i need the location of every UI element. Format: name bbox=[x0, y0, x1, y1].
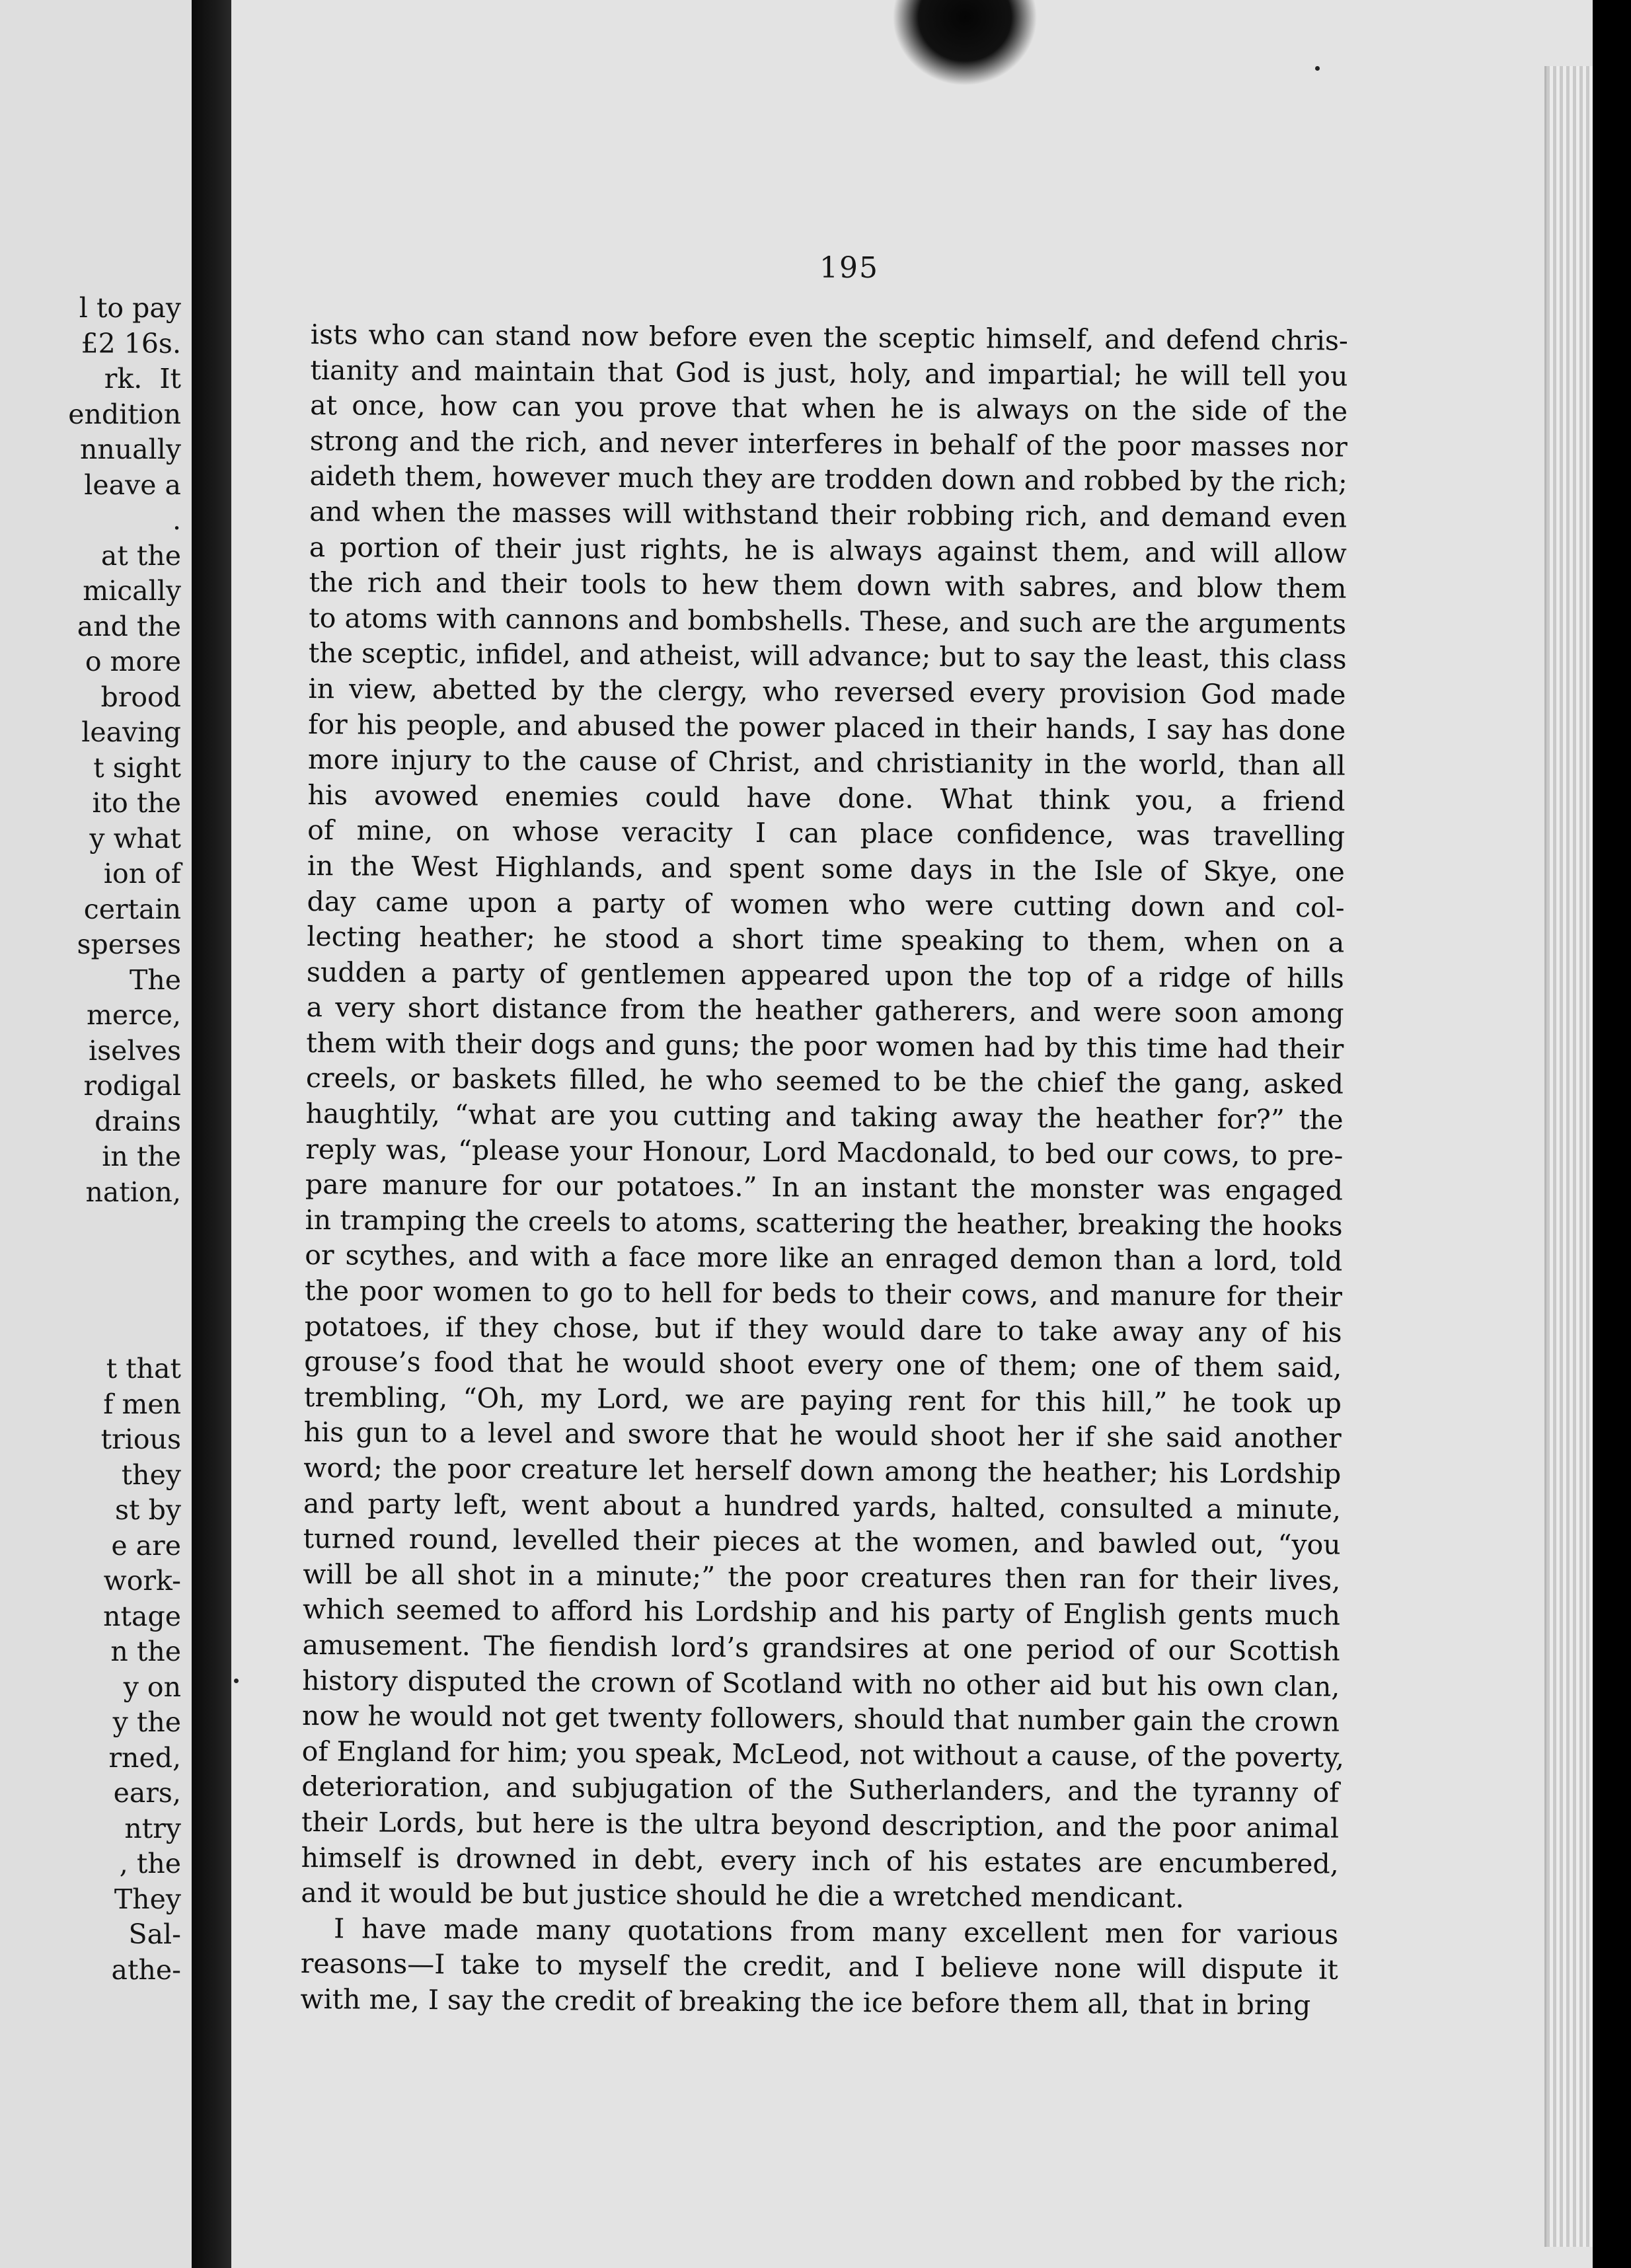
text-line: grouse’s food that he would shoot every one of them; one of them said, bbox=[304, 1345, 1342, 1384]
text-line: will be all shot in a minute;” the poor creatures then ran for their lives, bbox=[303, 1558, 1341, 1597]
speck-mark bbox=[1315, 66, 1320, 71]
left-page-line: merce, bbox=[87, 999, 181, 1031]
left-page-line: drains bbox=[95, 1105, 181, 1137]
text-line: for his people, and abused the power placed in their hands, I say has done bbox=[308, 708, 1346, 747]
left-page-line bbox=[68, 1210, 181, 1246]
text-line: his gun to a level and swore that he would shoot her if she said another bbox=[303, 1416, 1342, 1455]
left-page-line: t sight bbox=[93, 751, 181, 784]
left-page-line: work- bbox=[103, 1565, 181, 1597]
left-page-line: nation, bbox=[85, 1176, 181, 1208]
body-text bbox=[300, 317, 1348, 2023]
left-page-line: f men bbox=[103, 1388, 181, 1420]
left-page-line: mically bbox=[83, 575, 181, 607]
left-page-line: ito the bbox=[92, 787, 181, 819]
left-page-line: st by bbox=[115, 1494, 181, 1526]
text-line: reasons—I take to myself the credit, and I believe none will dispute it bbox=[300, 1947, 1338, 1986]
text-line: himself is drowned in debt, every inch of his estates are encumbered, bbox=[301, 1841, 1339, 1880]
left-page-line: l to pay bbox=[79, 292, 181, 324]
left-page-line: certain bbox=[83, 893, 181, 925]
text-line: the sceptic, infidel, and atheist, will advance; but to say the least, this class bbox=[308, 637, 1347, 675]
text-line: and when the masses will withstand their robbing rich, and demand even bbox=[309, 495, 1347, 534]
text-line: of mine, on whose veracity I can place confidence, was travelling bbox=[307, 814, 1346, 852]
left-page-line: ears, bbox=[113, 1777, 181, 1809]
left-page-line: endition bbox=[68, 398, 181, 430]
speck-mark bbox=[234, 1679, 239, 1683]
left-page-line: leave a bbox=[84, 469, 181, 501]
left-page-line: y the bbox=[112, 1706, 181, 1738]
left-page-line: The bbox=[129, 964, 181, 996]
left-page-text bbox=[68, 291, 181, 1988]
page-edge-stack bbox=[1544, 66, 1593, 2247]
text-line: trembling, “Oh, my Lord, we are paying rent for this hill,” he took up bbox=[303, 1380, 1342, 1419]
left-page-line: nnually bbox=[79, 434, 181, 465]
text-line: a very short distance from the heather gatherers, and were soon among bbox=[306, 991, 1344, 1030]
left-page-line: t that bbox=[106, 1353, 181, 1384]
left-page-line: at the bbox=[100, 539, 181, 572]
left-page-line: y on bbox=[123, 1671, 181, 1703]
left-page-line: ion of bbox=[103, 858, 181, 889]
text-line: them with their dogs and guns; the poor women had by this time had their bbox=[306, 1026, 1344, 1065]
text-line: creels, or baskets filled, he who seemed to be the chief the gang, asked bbox=[305, 1062, 1344, 1101]
text-line: tianity and maintain that God is just, holy, and impartial; he will tell you bbox=[310, 354, 1348, 393]
text-line: lecting heather; he stood a short time speaking to them, when on a bbox=[307, 921, 1345, 959]
left-page-line: e are bbox=[111, 1529, 181, 1562]
text-line: strong and the rich, and never interferes in behalf of the poor masses nor bbox=[309, 424, 1347, 463]
book-gutter bbox=[192, 0, 231, 2268]
text-line: their Lords, but here is the ultra beyond description, and the poor animal bbox=[301, 1805, 1340, 1844]
text-line: day came upon a party of women who were cutting down and col- bbox=[307, 885, 1345, 924]
left-page-line: o more bbox=[85, 646, 181, 677]
text-line: pare manure for our potatoes.” In an instant the monster was engaged bbox=[305, 1168, 1344, 1207]
left-page-line: rned, bbox=[108, 1741, 181, 1774]
left-page-line: , the bbox=[119, 1848, 181, 1879]
left-page-line: iselves bbox=[89, 1034, 181, 1067]
left-page-line: £2 16s. bbox=[81, 327, 181, 359]
text-line: now he would not get twenty followers, should that number gain the crown bbox=[301, 1700, 1340, 1738]
left-page-line: ntage bbox=[103, 1600, 181, 1632]
main-page bbox=[231, 0, 1593, 2268]
text-line: in the West Highlands, and spent some days in the Isle of Skye, one bbox=[307, 849, 1346, 888]
text-line: or scythes, and with a face more like an enraged demon than a lord, told bbox=[305, 1239, 1343, 1278]
text-line: sudden a party of gentlemen appeared upon the top of a ridge of hills bbox=[306, 956, 1345, 995]
text-line: his avowed enemies could have done. What think you, a friend bbox=[307, 778, 1346, 817]
text-line: in view, abetted by the clergy, who reversed every provision God made bbox=[308, 672, 1346, 711]
left-page-line: . bbox=[172, 504, 181, 536]
text-line: amusement. The fiendish lord’s grandsires at one period of our Scottish bbox=[302, 1628, 1340, 1667]
left-page-line: ntry bbox=[124, 1812, 181, 1844]
left-page-line: brood bbox=[100, 681, 181, 713]
text-line: which seemed to afford his Lordship and his party of English gents much bbox=[302, 1593, 1341, 1632]
text-line: and party left, went about a hundred yards, halted, consulted a minute, bbox=[303, 1487, 1342, 1526]
text-line: aideth them, however much they are trodden down and robbed by the rich; bbox=[309, 460, 1347, 498]
left-page-line: y what bbox=[89, 822, 181, 854]
left-page-line: sperses bbox=[77, 928, 181, 960]
left-page-line: rk. It bbox=[104, 363, 181, 395]
page-tear-mark bbox=[892, 0, 1038, 86]
left-page-line: in the bbox=[102, 1141, 181, 1172]
left-page-line: They bbox=[114, 1883, 181, 1915]
text-line: at once, how can you prove that when he is always on the side of the bbox=[310, 389, 1348, 428]
text-line: of England for him; you speak, McLeod, not without a cause, of the poverty, bbox=[301, 1735, 1345, 1774]
left-page-line: and the bbox=[77, 610, 181, 642]
text-line: history disputed the crown of Scotland with no other aid but his own clan, bbox=[302, 1664, 1340, 1703]
text-line: a portion of their just rights, he is always against them, and will allow bbox=[309, 531, 1347, 570]
text-line: reply was, “please your Honour, Lord Macdonald, to bed our cows, to pre- bbox=[305, 1133, 1344, 1172]
text-line: ists who can stand now before even the sceptic himself, and defend chris- bbox=[310, 318, 1348, 357]
left-page-line: leaving bbox=[81, 716, 181, 748]
text-line: the rich and their tools to hew them down with sabres, and blow them bbox=[309, 566, 1347, 605]
page-number: 195 bbox=[819, 251, 879, 285]
text-line: and it would be but justice should he die a wretched mendicant. bbox=[301, 1877, 1184, 1914]
text-line: I have made many quotations from many excellent men for various bbox=[333, 1912, 1339, 1951]
text-line: with me, I say the credit of breaking the ice before them all, that in bring bbox=[300, 1983, 1311, 2022]
text-line: haughtily, “what are you cutting and taking away the heather for?” the bbox=[305, 1098, 1344, 1136]
left-page-line bbox=[68, 1246, 181, 1281]
text-line: word; the poor creature let herself down among the heather; his Lordship bbox=[303, 1451, 1342, 1490]
left-page-line bbox=[68, 1316, 181, 1352]
text-line: more injury to the cause of Christ, and christianity in the world, than all bbox=[307, 743, 1346, 782]
text-line: in tramping the creels to atoms, scattering the heather, breaking the hooks bbox=[305, 1203, 1343, 1242]
left-page-line bbox=[68, 1281, 181, 1316]
left-page-line: rodigal bbox=[83, 1070, 181, 1102]
left-page-line: n the bbox=[110, 1636, 181, 1667]
left-page-line: they bbox=[121, 1458, 181, 1491]
left-page-line: trious bbox=[100, 1423, 181, 1455]
left-facing-page bbox=[0, 0, 192, 2268]
text-line: the poor women to go to hell for beds to their cows, and manure for their bbox=[304, 1275, 1343, 1313]
left-page-line: athe- bbox=[111, 1953, 181, 1986]
text-line: turned round, levelled their pieces at the women, and bawled out, “you bbox=[303, 1523, 1341, 1561]
text-line: deterioration, and subjugation of the Sutherlanders, and the tyranny of bbox=[301, 1770, 1340, 1809]
left-page-line: Sal- bbox=[128, 1918, 181, 1950]
text-line: potatoes, if they chose, but if they would dare to take away any of his bbox=[304, 1310, 1342, 1349]
text-line: to atoms with cannons and bombshells. These, and such are the arguments bbox=[309, 601, 1347, 640]
